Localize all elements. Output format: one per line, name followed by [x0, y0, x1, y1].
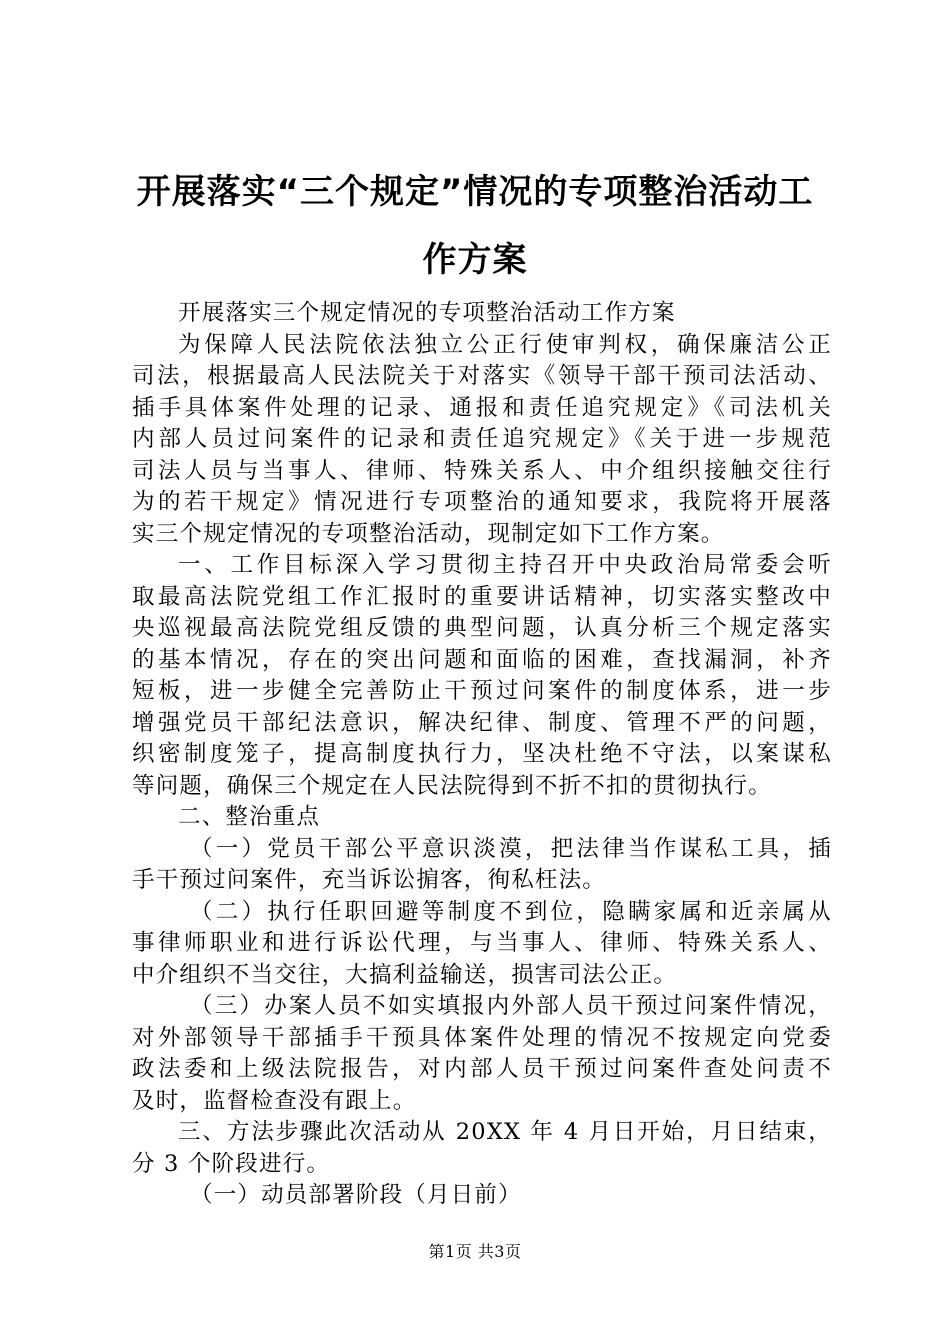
section-heading-line: 二、整治重点 — [178, 804, 321, 830]
paragraph-line: 为的若干规定》情况进行专项整治的通知要求，我院将开展落 — [132, 489, 832, 515]
paragraph-line: 内部人员过问案件的记录和责任追究规定》《关于进一步规范 — [132, 426, 832, 452]
title-line-2: 作方案 — [422, 240, 528, 280]
paragraph-line: （二）执行任职回避等制度不到位，隐瞒家属和近亲属从 — [190, 898, 832, 925]
paragraph-line: 插手具体案件处理的记录、通报和责任追究规定》《司法机关 — [132, 394, 832, 421]
paragraph-line: 司法人员与当事人、律师、特殊关系人、中介组织接触交往行 — [132, 457, 832, 484]
paragraph-line: 对外部领导干部插手干预具体案件处理的情况不按规定向党委 — [132, 1024, 832, 1051]
subtitle-line: 开展落实三个规定情况的专项整治活动工作方案 — [178, 300, 676, 326]
paragraph-line: （三）办案人员不如实填报内外部人员干预过问案件情况， — [190, 993, 832, 1019]
subsection-heading-line: （一）动员部署阶段（月日前） — [190, 1182, 522, 1208]
page-footer: 第1页 共3页 — [428, 1242, 522, 1261]
paragraph-line: 的基本情况，存在的突出问题和面临的困难，查找漏洞，补齐 — [132, 646, 832, 673]
paragraph-line: 取最高法院党组工作汇报时的重要讲话精神，切实落实整改中 — [132, 583, 832, 610]
paragraph-line: 增强党员干部纪法意识，解决纪律、制度、管理不严的问题， — [132, 709, 832, 736]
paragraph-line: 短板，进一步健全完善防止干预过问案件的制度体系，进一步 — [132, 678, 832, 704]
document-title — [110, 158, 840, 294]
section-heading-line: 三、方法步骤此次活动从 20XX 年 4 月日开始，月日结束， — [178, 1119, 832, 1145]
paragraph-line: 事律师职业和进行诉讼代理，与当事人、律师、特殊关系人、 — [132, 930, 832, 956]
paragraph-line: 织密制度笼子，提高制度执行力，坚决杜绝不守法，以案谋私 — [132, 741, 832, 767]
paragraph-line: 央巡视最高法院党组反馈的典型问题，认真分析三个规定落实 — [132, 615, 832, 641]
paragraph-line: 中介组织不当交往，大搞利益输送，损害司法公正。 — [132, 961, 678, 988]
paragraph-line: 等问题，确保三个规定在人民法院得到不折不扣的贯彻执行。 — [132, 772, 772, 799]
paragraph-line: 司法，根据最高人民法院关于对落实《领导干部干预司法活动、 — [132, 363, 832, 389]
paragraph-line: 政法委和上级法院报告，对内部人员干预过问案件查处问责不 — [132, 1056, 832, 1082]
paragraph-line: 实三个规定情况的专项整治活动，现制定如下工作方案。 — [132, 520, 725, 547]
paragraph-line: 分 3 个阶段进行。 — [132, 1150, 331, 1177]
title-line-1: 开展落实“三个规定”情况的专项整治活动工 — [136, 172, 814, 212]
document-body — [132, 298, 832, 1212]
paragraph-line: 为保障人民法院依法独立公正行使审判权，确保廉洁公正 — [178, 331, 832, 358]
paragraph-line: 及时，监督检查没有跟上。 — [132, 1087, 417, 1114]
paragraph-line: （一）党员干部公平意识淡漠，把法律当作谋私工具，插 — [190, 835, 832, 862]
section-heading-line: 一、工作目标深入学习贯彻主持召开中央政治局常委会听 — [178, 552, 832, 578]
paragraph-line: 手干预过问案件，充当诉讼掮客，徇私枉法。 — [132, 867, 607, 893]
